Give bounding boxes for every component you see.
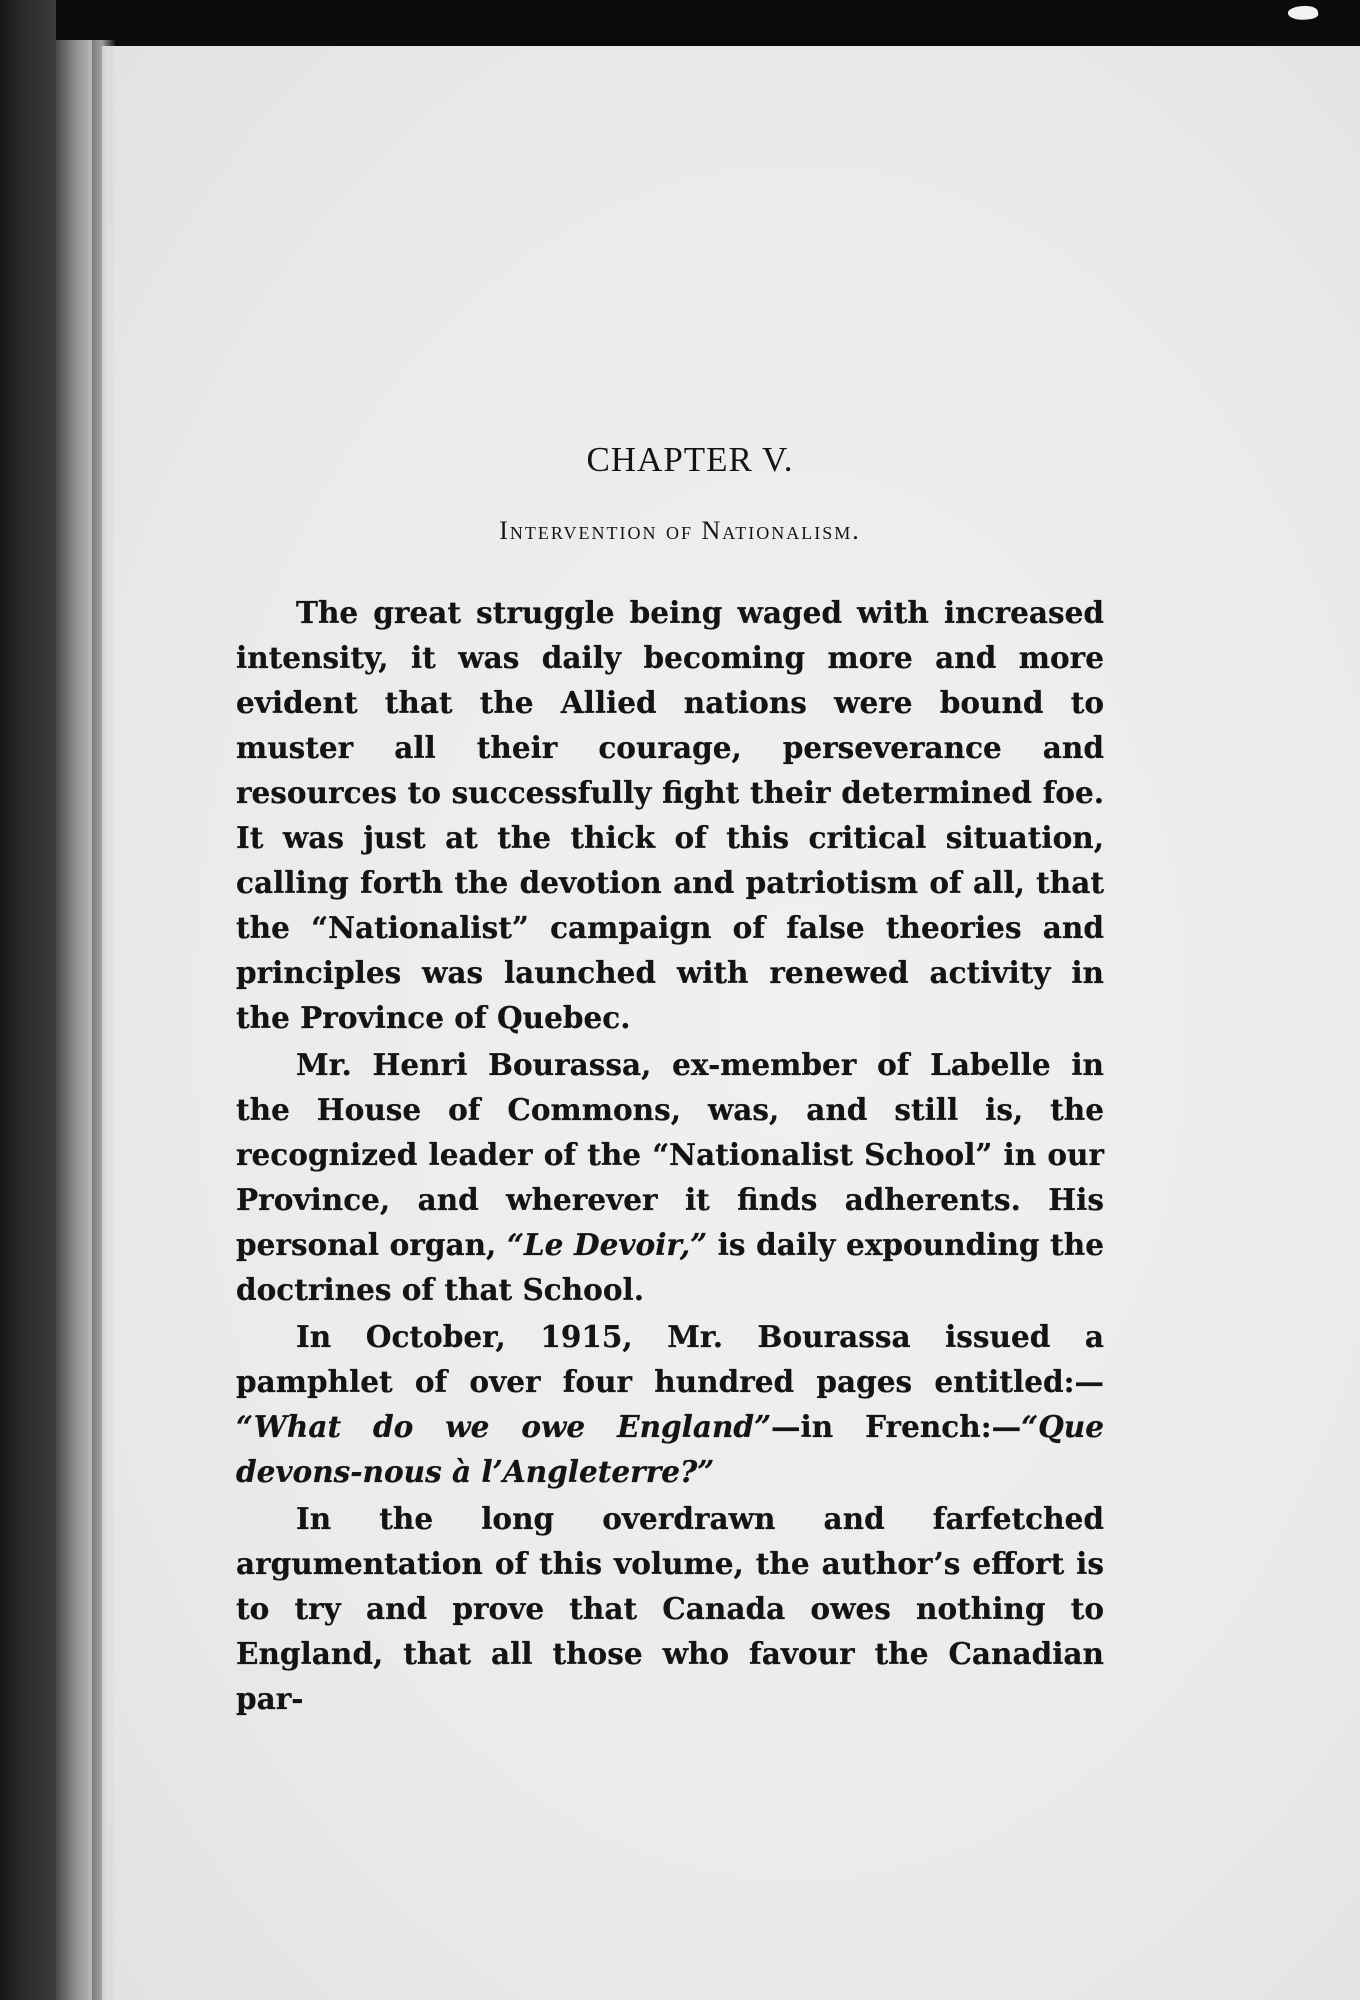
binding-shadow	[56, 40, 116, 2000]
paragraph-text: —in French:—	[771, 1409, 1022, 1444]
chapter-subtitle: Intervention of Nationalism.	[499, 516, 861, 545]
paragraph-1	[236, 590, 1104, 1040]
scan-top-border	[0, 0, 1360, 46]
paragraph-3	[236, 1314, 1104, 1494]
italic-title-english: “What do we owe England”	[236, 1409, 772, 1444]
italic-title-le-devoir: “Le Devoir,”	[506, 1227, 708, 1262]
paragraph-4	[236, 1496, 1104, 1721]
paragraph-text: In the long overdrawn and farfetched argumentation of this volume, the author’s effort is to try and prove that Canada owes nothing to England, that all those who favour the Canadian par-	[236, 1501, 1104, 1716]
scan-left-border	[0, 0, 56, 2000]
page-text	[236, 440, 1104, 1721]
paragraph-text: Mr. Henri Bourassa, ex-member of Labelle in the House of Commons, was, and still is, the recognized leader of the “Nationalist School” in our Province, and wherever it finds adherents. His personal organ,	[236, 1047, 1104, 1262]
paragraph-text: is daily expounding the doctrines of that School.	[236, 1227, 1104, 1307]
binding-gutter	[92, 40, 102, 2000]
italic-title-french: “Que devons-nous à l’Angleterre?”	[236, 1409, 1104, 1489]
scan-artifact	[1287, 4, 1319, 22]
paragraph-text: In October, 1915, Mr. Bourassa issued a pamphlet of over four hundred pages entitled:—	[236, 1319, 1104, 1399]
paragraph-text: The great struggle being waged with increased intensity, it was daily becoming more and more evident that the Allied nations were bound to muster all their courage, perseverance and resources to successfully fight their determined foe. It was just at the thick of this critical situation, calling forth the devotion and patriotism of all, that the “Nationalist” campaign of false theories and principles was launched with renewed activity in the Province of Quebec.	[236, 595, 1104, 1035]
paragraph-2	[236, 1042, 1104, 1312]
chapter-heading: CHAPTER V.	[586, 440, 794, 479]
